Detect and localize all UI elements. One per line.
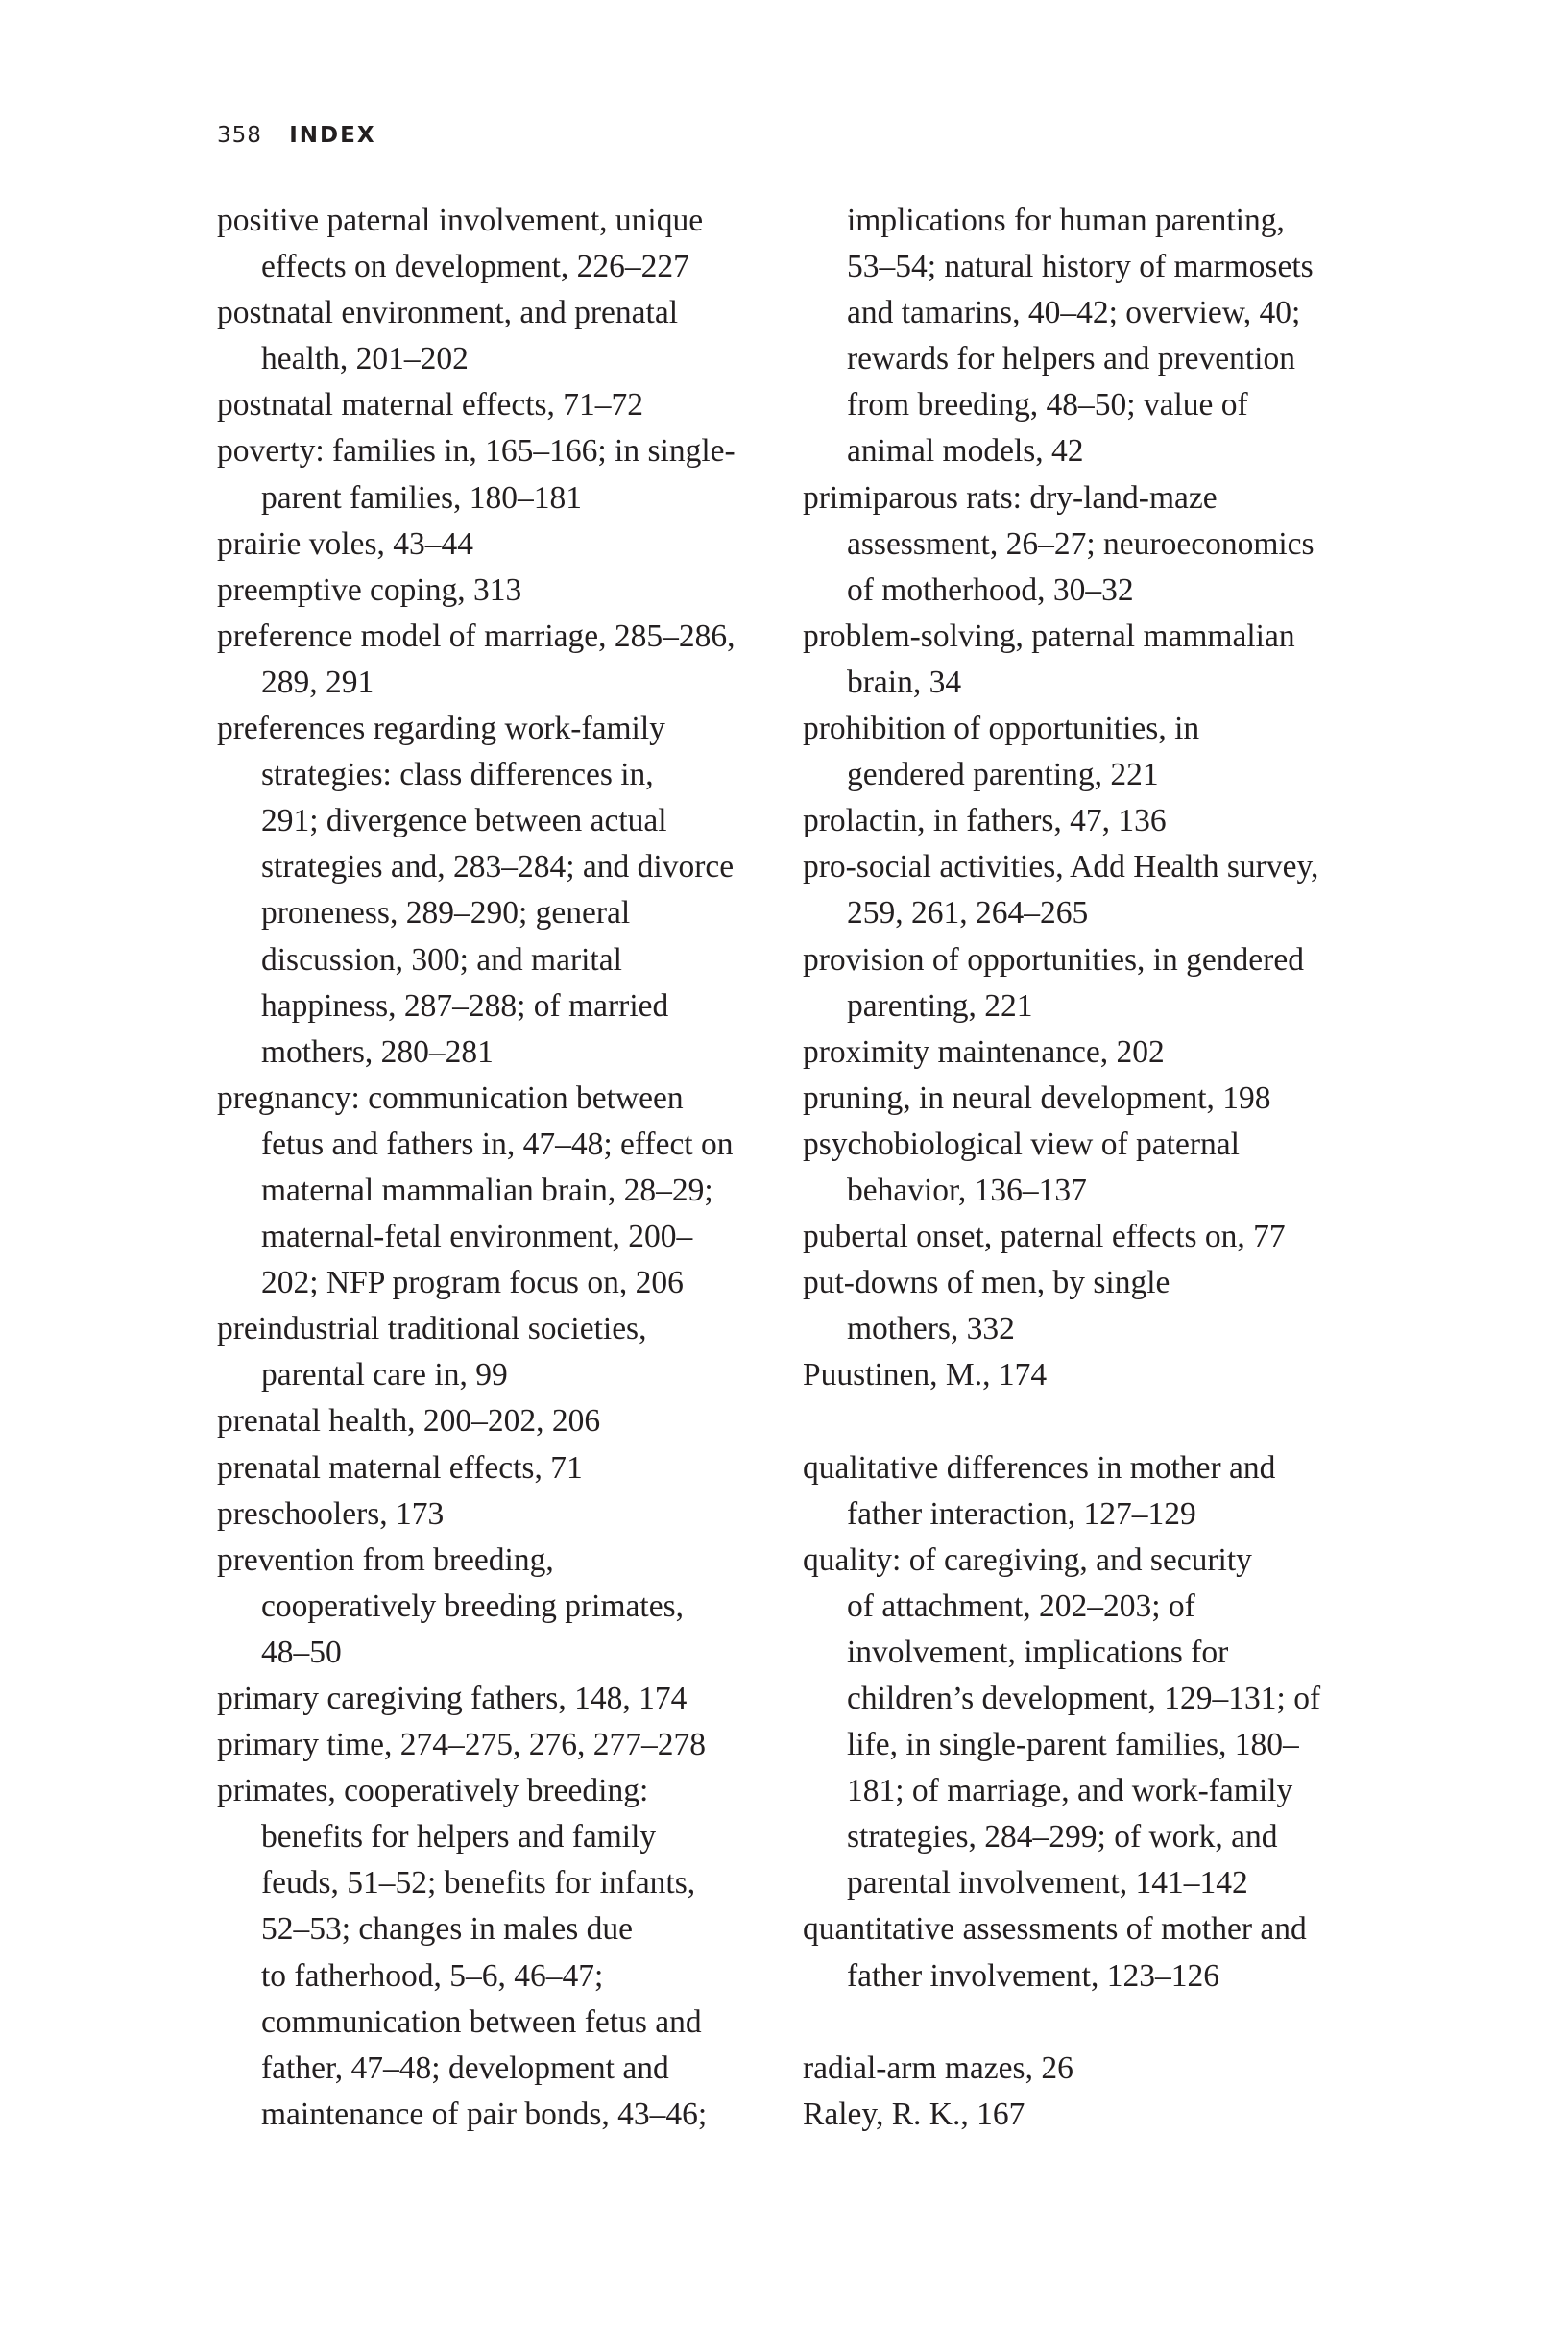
index-entry-line: problem-solving, paternal mammalian xyxy=(803,618,1295,654)
index-entry-line: qualitative differences in mother and xyxy=(803,1449,1276,1486)
index-continuation-line: feuds, 51–52; benefits for infants, xyxy=(261,1865,696,1902)
index-continuation-line: discussion, 300; and marital xyxy=(261,941,622,978)
index-continuation-line: from breeding, 48–50; value of xyxy=(847,387,1248,424)
index-entry-line: primary caregiving fathers, 148, 174 xyxy=(217,1681,688,1716)
index-continuation-line: benefits for helpers and family xyxy=(261,1819,657,1855)
index-entry-line: prolactin, in fathers, 47, 136 xyxy=(803,803,1167,839)
index-entry-line: prairie voles, 43–44 xyxy=(217,525,474,562)
index-entry-line: psychobiological view of paternal xyxy=(803,1126,1240,1162)
index-entry-line: pruning, in neural development, 198 xyxy=(803,1079,1271,1116)
index-entry-line: proximity maintenance, 202 xyxy=(803,1033,1165,1070)
index-continuation-line: maintenance of pair bonds, 43–46; xyxy=(261,2096,708,2132)
index-entry-line: preemptive coping, 313 xyxy=(217,571,522,608)
index-entry-line: pro-social activities, Add Health survey, xyxy=(803,849,1319,885)
index-continuation-line: happiness, 287–288; of married xyxy=(261,987,669,1024)
index-continuation-line: effects on development, 226–227 xyxy=(261,249,689,285)
index-continuation-line: mothers, 332 xyxy=(847,1311,1015,1347)
index-entry-line: prenatal health, 200–202, 206 xyxy=(217,1403,601,1440)
index-continuation-line: parental care in, 99 xyxy=(261,1357,508,1394)
index-continuation-line: cooperatively breeding primates, xyxy=(261,1588,684,1624)
index-entry-line: poverty: families in, 165–166; in single- xyxy=(217,433,736,470)
index-entry-line: postnatal environment, and prenatal xyxy=(217,295,679,331)
running-header xyxy=(217,123,376,148)
index-continuation-line: father interaction, 127–129 xyxy=(847,1495,1196,1532)
index-entry-line: pregnancy: communication between xyxy=(217,1079,684,1116)
index-continuation-line: parental involvement, 141–142 xyxy=(847,1865,1248,1902)
index-continuation-line: 202; NFP program focus on, 206 xyxy=(261,1265,684,1301)
index-continuation-line: behavior, 136–137 xyxy=(847,1172,1087,1208)
index-entry-line: positive paternal involvement, unique xyxy=(217,203,704,238)
index-entry-line: primiparous rats: dry-land-maze xyxy=(803,479,1218,516)
index-continuation-line: children’s development, 129–131; of xyxy=(847,1681,1321,1716)
index-continuation-line: 259, 261, 264–265 xyxy=(847,895,1089,932)
index-entry-line: Puustinen, M., 174 xyxy=(803,1357,1048,1394)
index-column-left xyxy=(217,198,784,2138)
index-continuation-line: of attachment, 202–203; of xyxy=(847,1588,1195,1624)
index-entry-line: preindustrial traditional societies, xyxy=(217,1311,647,1347)
index-continuation-line: strategies: class differences in, xyxy=(261,757,654,793)
index-entry-line: prenatal maternal effects, 71 xyxy=(217,1449,583,1486)
index-continuation-line: life, in single-parent families, 180– xyxy=(847,1727,1299,1763)
index-entry-line: quantitative assessments of mother and xyxy=(803,1911,1307,1948)
index-continuation-line: and tamarins, 40–42; overview, 40; xyxy=(847,295,1301,331)
index-entry-line: provision of opportunities, in gendered xyxy=(803,941,1304,978)
index-continuation-line: father, 47–48; development and xyxy=(261,2049,669,2086)
index-entry-line: prevention from breeding, xyxy=(217,1541,554,1578)
index-continuation-line: parenting, 221 xyxy=(847,987,1033,1024)
index-continuation-line: fetus and fathers in, 47–48; effect on xyxy=(261,1126,734,1162)
index-continuation-line: 52–53; changes in males due xyxy=(261,1911,634,1948)
index-continuation-line: 48–50 xyxy=(261,1634,342,1670)
page-number: 358 xyxy=(217,123,262,148)
index-continuation-line: gendered parenting, 221 xyxy=(847,757,1159,793)
index-continuation-line: communication between fetus and xyxy=(261,2003,702,2040)
index-continuation-line: father involvement, 123–126 xyxy=(847,1957,1219,1994)
index-continuation-line: proneness, 289–290; general xyxy=(261,895,631,932)
index-continuation-line: strategies, 284–299; of work, and xyxy=(847,1819,1278,1855)
index-entry-line: primary time, 274–275, 276, 277–278 xyxy=(217,1727,706,1763)
index-continuation-line: maternal mammalian brain, 28–29; xyxy=(261,1172,713,1208)
index-continuation-line: 289, 291 xyxy=(261,664,374,700)
index-continuation-line: 181; of marriage, and work-family xyxy=(847,1773,1293,1809)
index-continuation-line: implications for human parenting, xyxy=(847,203,1285,238)
index-entry-line: postnatal maternal effects, 71–72 xyxy=(217,387,644,424)
index-entry-line: pubertal onset, paternal effects on, 77 xyxy=(803,1219,1286,1255)
index-column-right xyxy=(803,198,1369,2138)
index-entry-line: primates, cooperatively breeding: xyxy=(217,1773,649,1809)
index-continuation-line: mothers, 280–281 xyxy=(261,1033,494,1070)
index-continuation-line: 53–54; natural history of marmosets xyxy=(847,249,1314,285)
index-gap xyxy=(803,2000,1369,2046)
index-continuation-line: rewards for helpers and prevention xyxy=(847,341,1295,377)
index-continuation-line: 291; divergence between actual xyxy=(261,803,667,839)
index-continuation-line: animal models, 42 xyxy=(847,433,1084,470)
index-entry-line: preference model of marriage, 285–286, xyxy=(217,618,736,654)
index-entry-line: prohibition of opportunities, in xyxy=(803,711,1200,747)
index-continuation-line: maternal-fetal environment, 200– xyxy=(261,1219,693,1255)
index-continuation-line: of motherhood, 30–32 xyxy=(847,571,1134,608)
index-continuation-line: involvement, implications for xyxy=(847,1634,1229,1670)
section-title: INDEX xyxy=(289,123,376,148)
index-continuation-line: parent families, 180–181 xyxy=(261,479,582,516)
index-entry-line: preschoolers, 173 xyxy=(217,1495,445,1532)
index-continuation-line: strategies and, 283–284; and divorce xyxy=(261,849,735,885)
index-entry-line: preferences regarding work-family xyxy=(217,711,665,747)
index-continuation-line: health, 201–202 xyxy=(261,341,469,377)
index-continuation-line: assessment, 26–27; neuroeconomics xyxy=(847,525,1315,562)
index-entry-line: radial-arm mazes, 26 xyxy=(803,2049,1073,2086)
index-continuation-line: brain, 34 xyxy=(847,664,962,700)
index-entry-line: put-downs of men, by single xyxy=(803,1265,1170,1301)
index-entry-line: quality: of caregiving, and security xyxy=(803,1541,1252,1578)
index-entry-line: Raley, R. K., 167 xyxy=(803,2096,1025,2132)
index-gap xyxy=(803,1398,1369,1444)
index-continuation-line: to fatherhood, 5–6, 46–47; xyxy=(261,1957,604,1994)
